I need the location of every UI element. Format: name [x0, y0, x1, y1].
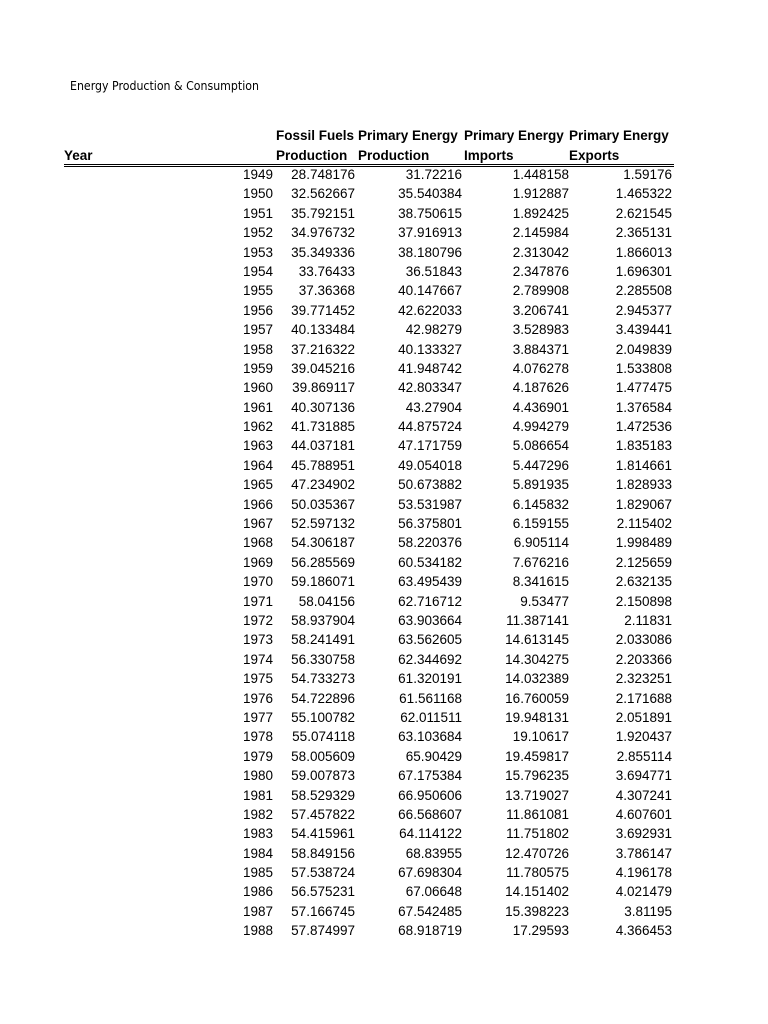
primary-production-cell: 31.72216: [405, 167, 462, 182]
primary-imports-cell: 19.10617: [512, 729, 569, 745]
fossil-production-cell: 50.035367: [291, 496, 355, 512]
fossil-production-cell: 58.241491: [291, 632, 355, 648]
year-cell: 1961: [242, 399, 273, 415]
table-row: [0, 611, 768, 630]
primary-imports-cell: 4.994279: [512, 419, 569, 435]
primary-production-cell: 50.673882: [398, 477, 462, 493]
year-cell: 1960: [242, 380, 273, 396]
primary-exports-cell: 2.171688: [615, 690, 672, 706]
fossil-production-cell: 37.216322: [291, 341, 355, 357]
fossil-production-cell: 59.007873: [291, 768, 355, 784]
primary-production-cell: 61.561168: [399, 690, 462, 706]
primary-production-cell: 53.531987: [398, 496, 462, 512]
table-row: [0, 165, 768, 184]
fossil-production-cell: 59.186071: [291, 574, 355, 590]
primary-imports-cell: 2.313042: [512, 244, 569, 260]
table-row: [0, 417, 768, 436]
primary-imports-cell: 3.528983: [512, 322, 569, 338]
primary-imports-cell: 1.448158: [512, 167, 569, 182]
primary-exports-cell: 3.439441: [615, 322, 672, 338]
primary-exports-cell: 4.196178: [615, 865, 672, 881]
primary-imports-cell: 11.387141: [506, 612, 569, 628]
fossil-production-cell: 52.597132: [291, 516, 355, 532]
year-cell: 1982: [242, 806, 273, 822]
primary-imports-cell: 11.751802: [506, 826, 569, 842]
primary-exports-cell: 3.694771: [615, 768, 672, 784]
primary-imports-cell: 12.470726: [505, 845, 569, 861]
primary-exports-cell: 1.814661: [615, 457, 672, 473]
fossil-production-cell: 28.748176: [291, 167, 355, 182]
primary-production-cell: 67.698304: [398, 865, 462, 881]
primary-exports-cell: 1.696301: [615, 263, 672, 279]
fossil-production-cell: 54.733273: [291, 671, 355, 687]
table-row: [0, 262, 768, 281]
table-row: [0, 533, 768, 552]
primary-production-cell: 42.98279: [405, 322, 462, 338]
primary-production-cell: 49.054018: [398, 457, 462, 473]
table-row: [0, 766, 768, 785]
year-cell: 1954: [242, 263, 273, 279]
year-cell: 1952: [242, 225, 273, 241]
table-row: [0, 320, 768, 339]
primary-exports-cell: 2.632135: [615, 574, 672, 590]
table-row: [0, 863, 768, 882]
year-cell: 1972: [242, 612, 273, 628]
primary-exports-cell: 1.533808: [615, 360, 672, 376]
table-row: [0, 592, 768, 611]
primary-production-cell: 56.375801: [398, 516, 462, 532]
primary-production-cell: 36.51843: [405, 263, 462, 279]
year-cell: 1965: [242, 477, 273, 493]
table-row: [0, 844, 768, 863]
primary-exports-cell: 4.021479: [615, 884, 672, 900]
year-cell: 1956: [242, 302, 273, 318]
primary-imports-cell: 14.304275: [505, 651, 569, 667]
primary-imports-cell: 15.796235: [505, 768, 569, 784]
primary-exports-cell: 2.11831: [624, 612, 672, 628]
header-exports-bottom: Exports: [569, 148, 620, 163]
primary-production-cell: 63.562605: [398, 632, 462, 648]
primary-exports-cell: 2.150898: [615, 593, 672, 609]
primary-production-cell: 67.175384: [398, 768, 462, 784]
year-cell: 1963: [242, 438, 273, 454]
primary-imports-cell: 11.780575: [506, 865, 569, 881]
table-row: [0, 805, 768, 824]
header-year: Year: [64, 148, 93, 163]
fossil-production-cell: 57.166745: [291, 903, 355, 919]
primary-production-cell: 63.495439: [398, 574, 462, 590]
primary-imports-cell: 6.905114: [513, 535, 569, 551]
primary-production-cell: 38.750615: [398, 205, 462, 221]
fossil-production-cell: 44.037181: [291, 438, 355, 454]
year-cell: 1971: [242, 593, 273, 609]
primary-imports-cell: 17.29593: [512, 923, 569, 939]
primary-exports-cell: 2.115402: [616, 516, 672, 532]
primary-imports-cell: 14.151402: [505, 884, 569, 900]
fossil-production-cell: 55.100782: [291, 709, 355, 725]
primary-production-cell: 66.950606: [398, 787, 462, 803]
fossil-production-cell: 54.415961: [291, 826, 355, 842]
primary-imports-cell: 5.086654: [512, 438, 569, 454]
primary-exports-cell: 3.81195: [624, 903, 672, 919]
primary-production-cell: 63.103684: [398, 729, 462, 745]
primary-production-cell: 64.114122: [399, 826, 462, 842]
primary-exports-cell: 2.203366: [615, 651, 672, 667]
header-imports-top: Primary Energy: [464, 128, 564, 143]
primary-imports-cell: 1.892425: [512, 205, 569, 221]
table-row: [0, 475, 768, 494]
year-cell: 1953: [242, 244, 273, 260]
fossil-production-cell: 39.869117: [292, 380, 355, 396]
primary-imports-cell: 13.719027: [505, 787, 569, 803]
page-title: Energy Production & Consumption: [70, 78, 259, 93]
fossil-production-cell: 58.849156: [291, 845, 355, 861]
fossil-production-cell: 58.005609: [291, 748, 355, 764]
table-row: [0, 572, 768, 591]
year-cell: 1967: [242, 516, 273, 532]
table-row: [0, 281, 768, 300]
primary-production-cell: 58.220376: [398, 535, 462, 551]
fossil-production-cell: 57.457822: [291, 806, 355, 822]
table-row: [0, 223, 768, 242]
year-cell: 1980: [242, 768, 273, 784]
primary-imports-cell: 4.436901: [512, 399, 569, 415]
primary-imports-cell: 9.53477: [520, 593, 569, 609]
header-fossil-top: Fossil Fuels: [276, 128, 355, 143]
fossil-production-cell: 56.285569: [291, 554, 355, 570]
year-cell: 1955: [242, 283, 273, 299]
primary-exports-cell: 1.465322: [615, 186, 672, 202]
table-row: [0, 456, 768, 475]
primary-imports-cell: 2.789908: [512, 283, 569, 299]
fossil-production-cell: 34.976732: [291, 225, 355, 241]
table-row: [0, 495, 768, 514]
table-row: [0, 359, 768, 378]
table-row: [0, 747, 768, 766]
table-row: [0, 786, 768, 805]
primary-imports-cell: 1.912887: [512, 186, 569, 202]
primary-production-cell: 42.622033: [398, 302, 462, 318]
year-cell: 1973: [242, 632, 273, 648]
primary-imports-cell: 3.884371: [512, 341, 569, 357]
primary-production-cell: 60.534182: [398, 554, 462, 570]
header-imports-bottom: Imports: [464, 148, 514, 163]
year-cell: 1950: [242, 186, 273, 202]
table-row: [0, 689, 768, 708]
primary-exports-cell: 1.828933: [615, 477, 672, 493]
primary-production-cell: 68.918719: [398, 923, 462, 939]
primary-production-cell: 65.90429: [405, 748, 462, 764]
header-fossil-bottom: Production: [276, 148, 348, 163]
table-row: [0, 921, 768, 940]
primary-exports-cell: 4.607601: [615, 806, 672, 822]
primary-production-cell: 67.542485: [398, 903, 462, 919]
primary-imports-cell: 7.676216: [512, 554, 569, 570]
primary-imports-cell: 2.145984: [512, 225, 569, 241]
year-cell: 1978: [242, 729, 273, 745]
primary-exports-cell: 2.033086: [615, 632, 672, 648]
year-cell: 1966: [242, 496, 273, 512]
table-row: [0, 398, 768, 417]
primary-imports-cell: 6.145832: [512, 496, 569, 512]
primary-exports-cell: 4.366453: [615, 923, 672, 939]
primary-imports-cell: 6.159155: [512, 516, 569, 532]
fossil-production-cell: 58.529329: [291, 787, 355, 803]
fossil-production-cell: 39.045216: [291, 360, 355, 376]
fossil-production-cell: 55.074118: [292, 729, 355, 745]
year-cell: 1959: [242, 360, 273, 376]
fossil-production-cell: 57.874997: [291, 923, 355, 939]
fossil-production-cell: 57.538724: [291, 865, 355, 881]
fossil-production-cell: 35.792151: [291, 205, 355, 221]
table-row: [0, 650, 768, 669]
primary-imports-cell: 4.076278: [512, 360, 569, 376]
primary-production-cell: 35.540384: [398, 186, 462, 202]
primary-production-cell: 40.147667: [398, 283, 462, 299]
table-row: [0, 243, 768, 262]
year-cell: 1986: [242, 884, 273, 900]
primary-production-cell: 41.948742: [398, 360, 462, 376]
primary-production-cell: 62.011511: [400, 709, 462, 725]
primary-imports-cell: 5.891935: [512, 477, 569, 493]
table-row: [0, 824, 768, 843]
primary-imports-cell: 4.187626: [512, 380, 569, 396]
primary-production-cell: 47.171759: [398, 438, 462, 454]
year-cell: 1958: [242, 341, 273, 357]
primary-exports-cell: 1.59176: [623, 167, 672, 182]
table-row: [0, 630, 768, 649]
primary-production-cell: 38.180796: [398, 244, 462, 260]
year-cell: 1970: [242, 574, 273, 590]
primary-exports-cell: 1.376584: [615, 399, 672, 415]
primary-exports-cell: 2.621545: [615, 205, 672, 221]
primary-exports-cell: 2.049839: [615, 341, 672, 357]
table-row: [0, 184, 768, 203]
primary-imports-cell: 2.347876: [512, 263, 569, 279]
primary-production-cell: 42.803347: [398, 380, 462, 396]
primary-production-cell: 37.916913: [398, 225, 462, 241]
table-row: [0, 204, 768, 223]
table-row: [0, 301, 768, 320]
primary-exports-cell: 4.307241: [615, 787, 672, 803]
fossil-production-cell: 40.133484: [291, 322, 355, 338]
fossil-production-cell: 39.771452: [291, 302, 355, 318]
primary-exports-cell: 3.692931: [615, 826, 672, 842]
primary-imports-cell: 19.948131: [505, 709, 569, 725]
primary-imports-cell: 3.206741: [512, 302, 569, 318]
primary-exports-cell: 2.323251: [615, 671, 672, 687]
fossil-production-cell: 40.307136: [291, 399, 355, 415]
primary-imports-cell: 14.032389: [505, 671, 569, 687]
fossil-production-cell: 47.234902: [291, 477, 355, 493]
fossil-production-cell: 41.731885: [291, 419, 355, 435]
primary-exports-cell: 1.835183: [615, 438, 672, 454]
year-cell: 1979: [242, 748, 273, 764]
primary-production-cell: 63.903664: [398, 612, 462, 628]
primary-exports-cell: 2.945377: [615, 302, 672, 318]
primary-exports-cell: 2.285508: [615, 283, 672, 299]
primary-exports-cell: 1.472536: [615, 419, 672, 435]
table-row: [0, 902, 768, 921]
year-cell: 1968: [242, 535, 273, 551]
primary-imports-cell: 19.459817: [505, 748, 569, 764]
table-row: [0, 553, 768, 572]
year-cell: 1962: [242, 419, 273, 435]
primary-imports-cell: 8.341615: [512, 574, 569, 590]
primary-exports-cell: 3.786147: [615, 845, 672, 861]
fossil-production-cell: 54.722896: [291, 690, 355, 706]
fossil-production-cell: 32.562667: [291, 186, 355, 202]
year-cell: 1974: [242, 651, 273, 667]
fossil-production-cell: 54.306187: [291, 535, 355, 551]
header-production-top: Primary Energy: [358, 128, 458, 143]
year-cell: 1985: [242, 865, 273, 881]
table-row: [0, 727, 768, 746]
fossil-production-cell: 37.36368: [298, 283, 355, 299]
primary-production-cell: 68.83955: [405, 845, 462, 861]
primary-exports-cell: 2.125659: [615, 554, 672, 570]
primary-production-cell: 67.06648: [405, 884, 462, 900]
year-cell: 1957: [242, 322, 273, 338]
header-production-bottom: Production: [358, 148, 430, 163]
primary-production-cell: 43.27904: [405, 399, 462, 415]
primary-exports-cell: 1.477475: [615, 380, 672, 396]
year-cell: 1949: [242, 167, 273, 182]
primary-imports-cell: 5.447296: [512, 457, 569, 473]
primary-production-cell: 62.716712: [398, 593, 462, 609]
table-row: [0, 708, 768, 727]
year-cell: 1977: [242, 709, 273, 725]
year-cell: 1969: [242, 554, 273, 570]
primary-production-cell: 62.344692: [398, 651, 462, 667]
year-cell: 1983: [242, 826, 273, 842]
table-row: [0, 882, 768, 901]
year-cell: 1987: [242, 903, 273, 919]
fossil-production-cell: 33.76433: [298, 263, 355, 279]
primary-exports-cell: 1.920437: [615, 729, 672, 745]
fossil-production-cell: 56.575231: [291, 884, 355, 900]
table-row: [0, 514, 768, 533]
header-exports-top: Primary Energy: [569, 128, 669, 143]
fossil-production-cell: 56.330758: [291, 651, 355, 667]
primary-exports-cell: 1.998489: [615, 535, 672, 551]
table-row: [0, 436, 768, 455]
year-cell: 1975: [242, 671, 273, 687]
primary-production-cell: 66.568607: [398, 806, 462, 822]
primary-exports-cell: 1.829067: [615, 496, 672, 512]
fossil-production-cell: 58.937904: [291, 612, 355, 628]
year-cell: 1981: [242, 787, 273, 803]
primary-exports-cell: 2.855114: [616, 748, 672, 764]
year-cell: 1951: [242, 205, 273, 221]
primary-exports-cell: 1.866013: [615, 244, 672, 260]
primary-exports-cell: 2.365131: [615, 225, 672, 241]
year-cell: 1976: [242, 690, 273, 706]
fossil-production-cell: 58.04156: [298, 593, 355, 609]
year-cell: 1988: [242, 923, 273, 939]
table-row: [0, 669, 768, 688]
data-table: [0, 165, 768, 941]
year-cell: 1964: [242, 457, 273, 473]
primary-exports-cell: 2.051891: [615, 709, 672, 725]
primary-production-cell: 61.320191: [398, 671, 462, 687]
primary-production-cell: 44.875724: [398, 419, 462, 435]
primary-production-cell: 40.133327: [398, 341, 462, 357]
table-row: [0, 378, 768, 397]
primary-imports-cell: 16.760059: [505, 690, 569, 706]
primary-imports-cell: 14.613145: [505, 632, 569, 648]
table-row: [0, 340, 768, 359]
fossil-production-cell: 45.788951: [291, 457, 355, 473]
primary-imports-cell: 15.398223: [505, 903, 569, 919]
fossil-production-cell: 35.349336: [291, 244, 355, 260]
primary-imports-cell: 11.861081: [506, 806, 569, 822]
year-cell: 1984: [242, 845, 273, 861]
